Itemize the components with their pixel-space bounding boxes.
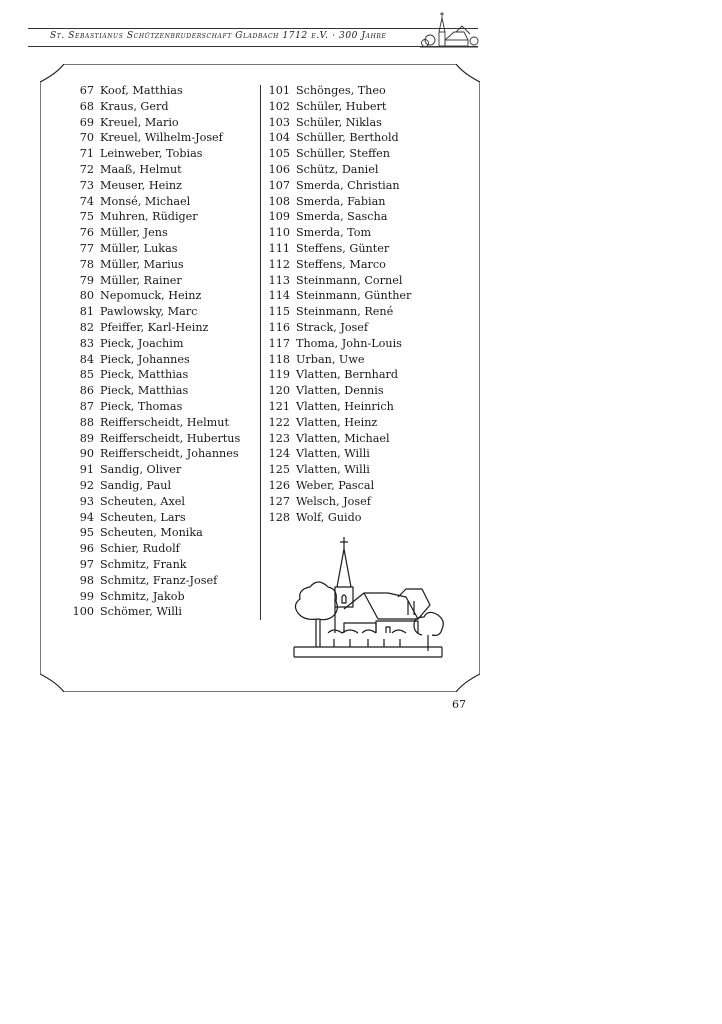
member-name: Schönges, Theo bbox=[296, 84, 386, 97]
member-name: Müller, Jens bbox=[100, 226, 168, 240]
member-entry bbox=[262, 225, 411, 241]
member-name: Müller, Rainer bbox=[100, 273, 182, 287]
member-number: 102 bbox=[268, 99, 290, 113]
member-number: 84 bbox=[79, 352, 94, 366]
member-entry bbox=[63, 241, 240, 257]
member-name: Smerda, Tom bbox=[296, 226, 372, 240]
member-number: 128 bbox=[268, 510, 290, 524]
member-name: Scheuten, Lars bbox=[100, 510, 186, 524]
member-name: Schüler, Niklas bbox=[296, 115, 382, 129]
member-entry bbox=[262, 288, 411, 304]
member-number: 93 bbox=[79, 494, 94, 508]
member-name: Schmitz, Frank bbox=[100, 557, 187, 571]
member-number: 82 bbox=[79, 320, 94, 334]
member-number: 75 bbox=[79, 210, 94, 224]
member-entry bbox=[262, 320, 411, 336]
member-number: 121 bbox=[268, 399, 290, 413]
member-number: 125 bbox=[268, 463, 290, 477]
member-number: 77 bbox=[79, 241, 94, 255]
member-number: 116 bbox=[268, 320, 290, 334]
member-name: Pieck, Johannes bbox=[100, 352, 190, 366]
member-number: 126 bbox=[268, 478, 290, 492]
member-entry bbox=[262, 130, 411, 146]
page-number: 67 bbox=[452, 698, 466, 711]
member-name: Vlatten, Michael bbox=[296, 431, 390, 445]
member-name: Vlatten, Bernhard bbox=[296, 368, 399, 382]
member-number: 110 bbox=[268, 226, 290, 240]
member-name: Reifferscheidt, Hubertus bbox=[100, 431, 241, 445]
member-name: Schütz, Daniel bbox=[296, 162, 379, 176]
member-entry bbox=[262, 162, 411, 178]
member-name: Vlatten, Heinz bbox=[296, 415, 378, 429]
member-number: 69 bbox=[79, 115, 94, 129]
member-entry bbox=[262, 462, 411, 478]
member-number: 97 bbox=[79, 557, 94, 571]
member-name: Nepomuck, Heinz bbox=[100, 289, 202, 303]
member-number: 87 bbox=[79, 399, 94, 413]
member-name: Reifferscheidt, Helmut bbox=[100, 415, 229, 429]
member-name: Schömer, Willi bbox=[100, 605, 182, 619]
member-entry bbox=[63, 367, 240, 383]
member-number: 92 bbox=[79, 478, 94, 492]
member-name: Schier, Rudolf bbox=[100, 542, 180, 556]
member-number: 118 bbox=[268, 352, 290, 366]
member-number: 112 bbox=[268, 257, 290, 271]
header-rule-top bbox=[28, 28, 478, 29]
member-name: Thoma, John-Louis bbox=[296, 336, 402, 350]
member-entry bbox=[262, 83, 411, 99]
member-name: Reifferscheidt, Johannes bbox=[100, 447, 239, 461]
member-name: Schüller, Steffen bbox=[296, 147, 390, 161]
member-entry bbox=[63, 209, 240, 225]
member-list-column-1 bbox=[63, 83, 240, 620]
member-entry bbox=[63, 557, 240, 573]
member-number: 109 bbox=[268, 210, 290, 224]
member-entry bbox=[262, 415, 411, 431]
member-number: 120 bbox=[268, 384, 290, 398]
member-entry bbox=[63, 336, 240, 352]
member-list-column-2 bbox=[262, 83, 411, 525]
member-number: 83 bbox=[79, 336, 94, 350]
member-name: Muhren, Rüdiger bbox=[100, 210, 198, 224]
member-name: Kreuel, Mario bbox=[100, 115, 179, 129]
member-number: 114 bbox=[268, 289, 290, 303]
member-number: 127 bbox=[268, 494, 290, 508]
member-name: Monsé, Michael bbox=[100, 194, 191, 208]
member-name: Meuser, Heinz bbox=[100, 178, 182, 192]
member-entry bbox=[63, 162, 240, 178]
member-number: 107 bbox=[268, 178, 290, 192]
member-entry bbox=[262, 209, 411, 225]
member-name: Smerda, Sascha bbox=[296, 210, 388, 224]
member-number: 88 bbox=[79, 415, 94, 429]
member-entry bbox=[63, 178, 240, 194]
member-name: Steffens, Marco bbox=[296, 257, 386, 271]
member-name: Scheuten, Monika bbox=[100, 526, 203, 540]
member-entry bbox=[63, 604, 240, 620]
member-name: Weber, Pascal bbox=[296, 478, 375, 492]
member-number: 108 bbox=[268, 194, 290, 208]
member-number: 85 bbox=[79, 368, 94, 382]
member-name: Urban, Uwe bbox=[296, 352, 365, 366]
member-name: Maaß, Helmut bbox=[100, 162, 182, 176]
member-number: 95 bbox=[79, 526, 94, 540]
member-name: Pawlowsky, Marc bbox=[100, 305, 198, 319]
member-entry bbox=[262, 241, 411, 257]
member-number: 89 bbox=[79, 431, 94, 445]
member-name: Vlatten, Heinrich bbox=[296, 399, 394, 413]
member-name: Smerda, Christian bbox=[296, 178, 400, 192]
running-header: St. Sebastianus Schützenbruderschaft Gladbach 1712 e.V. · 300 Jahre bbox=[50, 31, 387, 41]
member-name: Vlatten, Willi bbox=[296, 447, 370, 461]
member-name: Sandig, Oliver bbox=[100, 463, 182, 477]
member-entry bbox=[262, 367, 411, 383]
member-number: 103 bbox=[268, 115, 290, 129]
member-entry bbox=[63, 273, 240, 289]
member-entry bbox=[63, 589, 240, 605]
member-name: Schüler, Hubert bbox=[296, 99, 387, 113]
member-entry bbox=[63, 288, 240, 304]
member-number: 70 bbox=[79, 131, 94, 145]
member-entry bbox=[63, 478, 240, 494]
member-entry bbox=[63, 320, 240, 336]
member-name: Welsch, Josef bbox=[296, 494, 371, 508]
member-entry bbox=[262, 304, 411, 320]
member-number: 119 bbox=[268, 368, 290, 382]
member-entry bbox=[63, 431, 240, 447]
member-number: 123 bbox=[268, 431, 290, 445]
member-entry bbox=[63, 399, 240, 415]
member-number: 100 bbox=[72, 605, 94, 619]
member-entry bbox=[262, 257, 411, 273]
member-number: 124 bbox=[268, 447, 290, 461]
member-number: 117 bbox=[268, 336, 290, 350]
member-name: Scheuten, Axel bbox=[100, 494, 185, 508]
member-entry bbox=[63, 130, 240, 146]
member-name: Schmitz, Franz-Josef bbox=[100, 573, 218, 587]
member-name: Schmitz, Jakob bbox=[100, 589, 185, 603]
member-number: 96 bbox=[79, 542, 94, 556]
member-entry bbox=[63, 525, 240, 541]
member-entry bbox=[262, 478, 411, 494]
member-number: 72 bbox=[79, 162, 94, 176]
member-name: Kraus, Gerd bbox=[100, 99, 169, 113]
member-entry bbox=[63, 462, 240, 478]
member-number: 90 bbox=[79, 447, 94, 461]
member-name: Pfeiffer, Karl-Heinz bbox=[100, 320, 209, 334]
church-illustration bbox=[288, 535, 448, 665]
member-entry bbox=[63, 383, 240, 399]
member-name: Schüller, Berthold bbox=[296, 131, 399, 145]
member-name: Kreuel, Wilhelm-Josef bbox=[100, 131, 223, 145]
member-number: 106 bbox=[268, 162, 290, 176]
member-number: 74 bbox=[79, 194, 94, 208]
member-entry bbox=[262, 383, 411, 399]
member-number: 79 bbox=[79, 273, 94, 287]
member-entry bbox=[63, 99, 240, 115]
member-number: 78 bbox=[79, 257, 94, 271]
member-name: Leinweber, Tobias bbox=[100, 147, 203, 161]
member-entry bbox=[262, 352, 411, 368]
member-entry bbox=[63, 225, 240, 241]
member-entry bbox=[262, 178, 411, 194]
member-entry bbox=[262, 194, 411, 210]
member-entry bbox=[63, 115, 240, 131]
member-name: Steinmann, Cornel bbox=[296, 273, 403, 287]
member-name: Koof, Matthias bbox=[100, 84, 183, 97]
column-divider bbox=[260, 85, 261, 620]
member-name: Vlatten, Willi bbox=[296, 463, 370, 477]
member-name: Müller, Lukas bbox=[100, 241, 178, 255]
member-entry bbox=[63, 510, 240, 526]
member-name: Müller, Marius bbox=[100, 257, 184, 271]
member-name: Steinmann, René bbox=[296, 305, 394, 319]
member-number: 71 bbox=[79, 147, 94, 161]
member-name: Pieck, Matthias bbox=[100, 384, 189, 398]
member-number: 86 bbox=[79, 384, 94, 398]
member-number: 115 bbox=[268, 305, 290, 319]
member-number: 113 bbox=[268, 273, 290, 287]
member-name: Sandig, Paul bbox=[100, 478, 172, 492]
member-name: Steinmann, Günther bbox=[296, 289, 412, 303]
member-entry bbox=[63, 494, 240, 510]
member-number: 81 bbox=[79, 305, 94, 319]
member-number: 67 bbox=[79, 84, 94, 97]
member-name: Wolf, Guido bbox=[296, 510, 362, 524]
member-number: 105 bbox=[268, 147, 290, 161]
member-name: Strack, Josef bbox=[296, 320, 369, 334]
member-entry bbox=[262, 99, 411, 115]
member-entry bbox=[262, 115, 411, 131]
member-number: 122 bbox=[268, 415, 290, 429]
member-entry bbox=[63, 446, 240, 462]
member-name: Pieck, Matthias bbox=[100, 368, 189, 382]
member-entry bbox=[262, 336, 411, 352]
member-number: 80 bbox=[79, 289, 94, 303]
member-entry bbox=[262, 431, 411, 447]
member-number: 76 bbox=[79, 226, 94, 240]
header-church-icon bbox=[418, 10, 480, 52]
member-entry bbox=[63, 304, 240, 320]
member-entry bbox=[63, 83, 240, 99]
member-name: Vlatten, Dennis bbox=[296, 384, 384, 398]
member-entry bbox=[262, 494, 411, 510]
member-entry bbox=[63, 573, 240, 589]
member-entry bbox=[262, 146, 411, 162]
member-entry bbox=[262, 510, 411, 526]
member-entry bbox=[63, 146, 240, 162]
member-number: 91 bbox=[79, 463, 94, 477]
member-entry bbox=[262, 273, 411, 289]
member-entry bbox=[63, 541, 240, 557]
member-number: 99 bbox=[79, 589, 94, 603]
member-number: 73 bbox=[79, 178, 94, 192]
member-entry bbox=[63, 194, 240, 210]
member-number: 94 bbox=[79, 510, 94, 524]
member-name: Smerda, Fabian bbox=[296, 194, 386, 208]
header-rule-bottom bbox=[28, 46, 478, 47]
member-entry bbox=[63, 257, 240, 273]
member-name: Steffens, Günter bbox=[296, 241, 390, 255]
member-number: 104 bbox=[268, 131, 290, 145]
member-number: 98 bbox=[79, 573, 94, 587]
member-entry bbox=[63, 415, 240, 431]
member-number: 68 bbox=[79, 99, 94, 113]
member-number: 111 bbox=[268, 241, 290, 255]
member-entry bbox=[262, 399, 411, 415]
member-name: Pieck, Thomas bbox=[100, 399, 183, 413]
member-number: 101 bbox=[268, 84, 290, 97]
member-entry bbox=[262, 446, 411, 462]
member-entry bbox=[63, 352, 240, 368]
member-name: Pieck, Joachim bbox=[100, 336, 184, 350]
